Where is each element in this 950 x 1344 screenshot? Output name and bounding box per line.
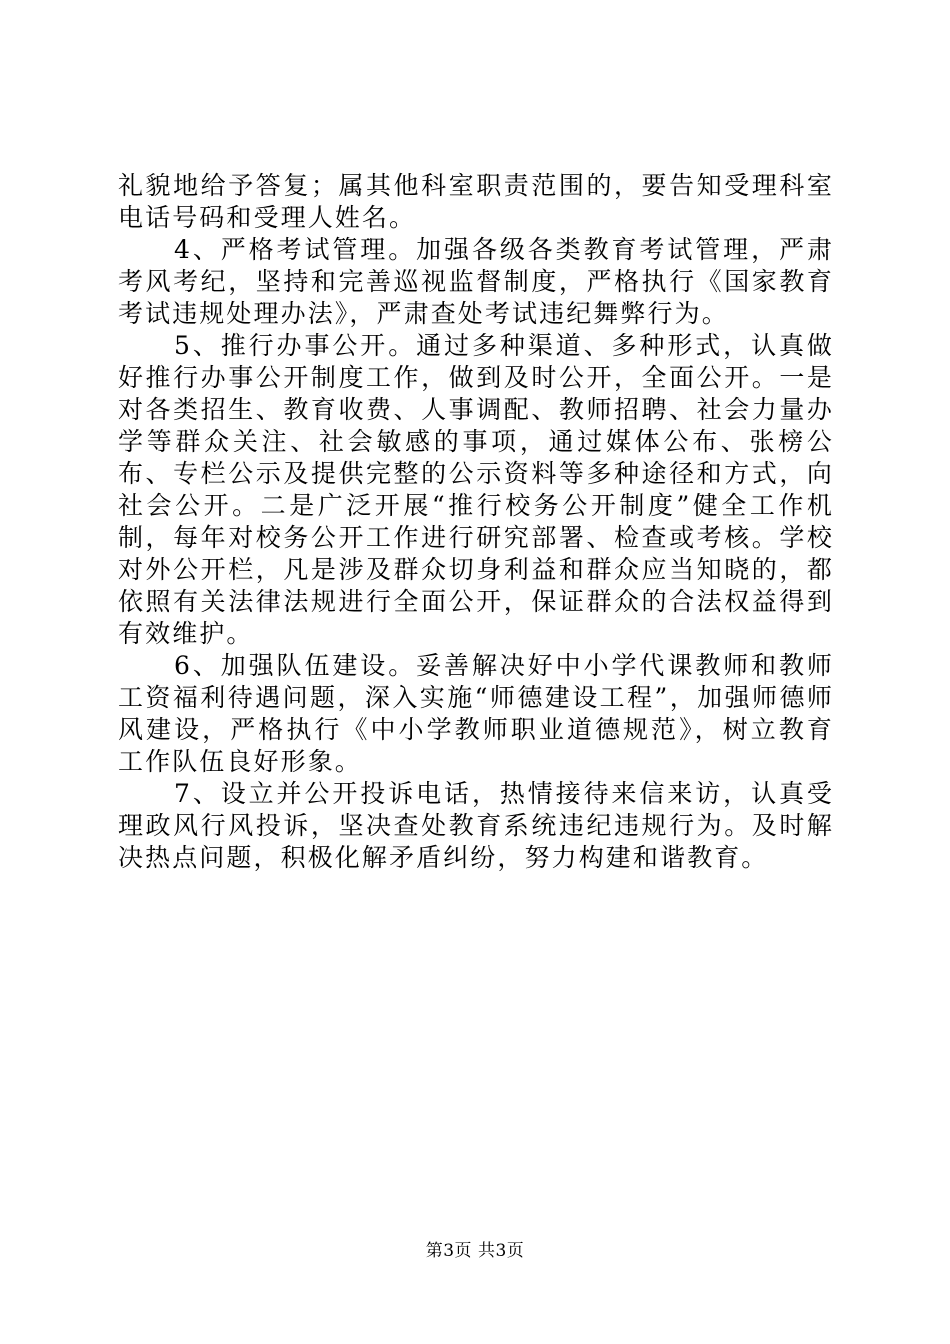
paragraph-open-affairs: 5、推行办事公开。通过多种渠道、多种形式，认真做好推行办事公开制度工作，做到及时公开，全面公开。一是对各类招生、教育收费、人事调配、教师招聘、社会力量办学等群众关注、社会敏感的事项，通过媒体公布、张榜公布、专栏公示及提供完整的公示资料等多种途径和方式，向社会公开。二是广泛开展“推行校务公开制度”健全工作机制，每年对校务公开工作进行研究部署、检查或考核。学校对外公开栏，凡是涉及群众切身利益和群众应当知晓的，都依照有关法律法规进行全面公开，保证群众的合法权益得到有效维护。 [118,331,834,648]
paragraph-continuation: 礼貌地给予答复；属其他科室职责范围的，要告知受理科室电话号码和受理人姓名。 [118,171,834,232]
paragraph-team-building: 6、加强队伍建设。妥善解决好中小学代课教师和教师工资福利待遇问题，深入实施“师德建设工程”，加强师德师风建设，严格执行《中小学教师职业道德规范》，树立教育工作队伍良好形象。 [118,651,834,776]
page-number-label: 第3页 共3页 [425,1241,525,1261]
page-footer [0,1240,950,1262]
paragraph-complaint-hotline: 7、设立并公开投诉电话，热情接待来信来访，认真受理政风行风投诉，坚决查处教育系统违纪违规行为。及时解决热点问题，积极化解矛盾纠纷，努力构建和谐教育。 [118,779,834,872]
document-body [118,170,834,874]
paragraph-exam-management: 4、严格考试管理。加强各级各类教育考试管理，严肃考风考纪，坚持和完善巡视监督制度，严格执行《国家教育考试违规处理办法》，严肃查处考试违纪舞弊行为。 [118,235,834,328]
